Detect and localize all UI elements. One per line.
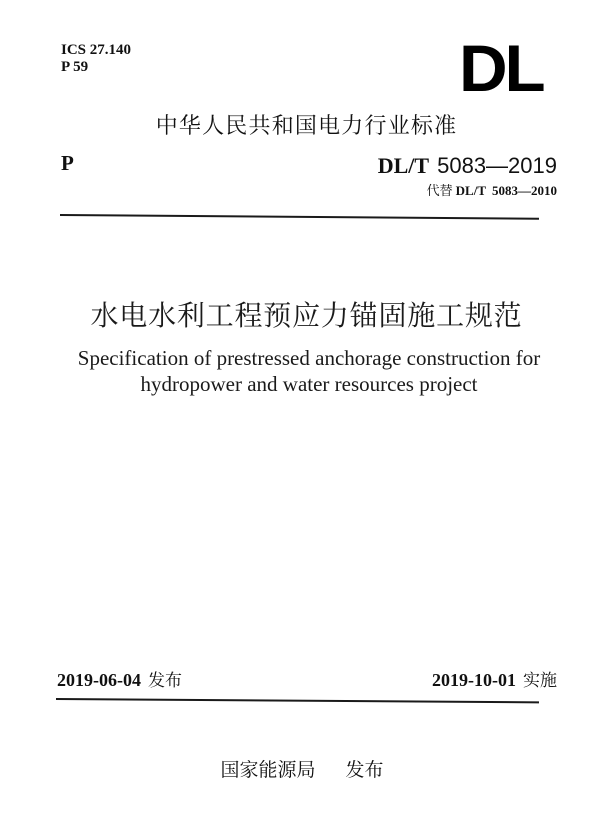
- implementation-date: 2019-10-01: [432, 670, 516, 690]
- publisher-block: [0, 757, 608, 783]
- implementation-label: 实施: [523, 671, 557, 691]
- issue-date-block: [57, 668, 182, 693]
- title-english-line-2: hydropower and water resources project: [140, 372, 478, 396]
- bottom-divider: [56, 698, 539, 703]
- title-chinese: 水电水利工程预应力锚固施工规范: [90, 299, 523, 332]
- issue-label: 发布: [148, 671, 182, 691]
- replaces-standard: [427, 183, 557, 200]
- dl-logo: DL: [459, 31, 543, 105]
- title-english: [0, 345, 608, 397]
- publisher-action: 发布: [345, 759, 384, 781]
- top-divider: [60, 214, 539, 220]
- ccs-code: P 59: [61, 59, 89, 75]
- title-english-line-1: Specification of prestressed anchorage construction for: [77, 346, 541, 370]
- replaces-label: 代替: [426, 184, 453, 199]
- ics-code: ICS 27.140: [61, 42, 132, 58]
- industry-standard-header: 中华人民共和国电力行业标准: [155, 114, 458, 139]
- replaces-code: 5083—2010: [492, 183, 557, 198]
- implementation-date-block: [432, 668, 557, 693]
- standard-number: [378, 153, 557, 179]
- category-mark: P: [61, 151, 74, 175]
- issue-date: 2019-06-04: [57, 670, 141, 690]
- standard-code: 5083—2019: [437, 153, 557, 178]
- replaces-prefix: DL/T: [455, 183, 486, 198]
- standard-prefix: DL/T: [377, 153, 430, 178]
- publisher-name: 国家能源局: [220, 759, 316, 781]
